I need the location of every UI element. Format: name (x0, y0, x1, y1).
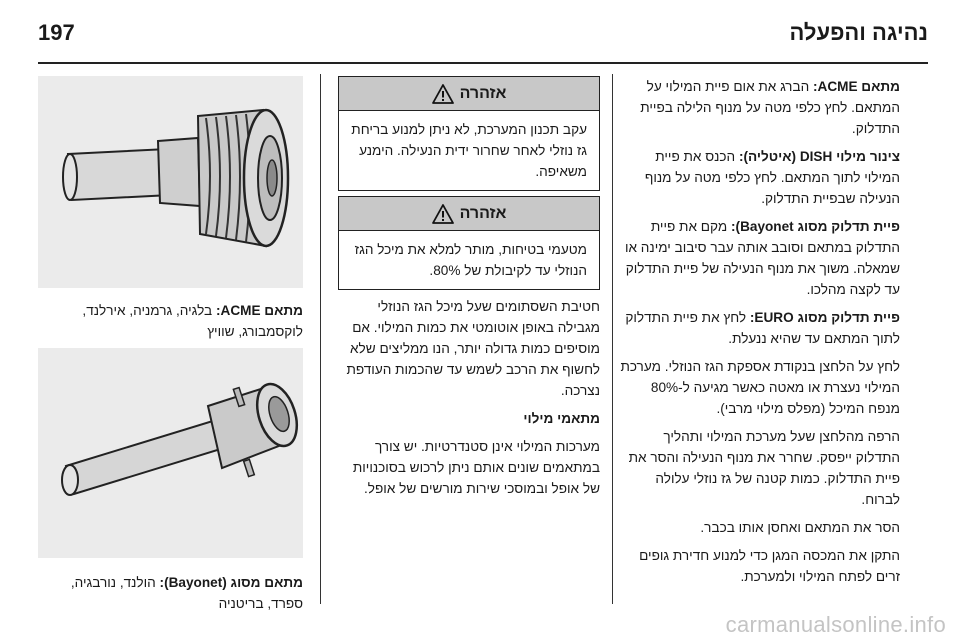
adapters-paragraph: מערכות המילוי אינן סטנדרטיות. יש צורך במתאמים שונים אותם ניתן לרכוש בסוכנויות של אופל ובמוסכי שירות מורשים של אופל. (352, 439, 600, 496)
warning-header (339, 197, 599, 231)
instruction-release: הרפה מהלחצן שעל מערכת המילוי ותהליך התדלוק ייפסק. שחרר את מנוף הנעילה והסר את פיית התדלוק. כמות קטנה של גז נוזלי עלולה לברוח. (628, 429, 900, 507)
instruction-text: מקם את פיית התדלוק במתאם וסובב אותה עבר סיבוב ימינה או שמאלה. משוך את מנוף הנעילה של פיית התדלוק עד לקצה מהלכו. (624, 219, 900, 297)
warning-title: אזהרה (459, 204, 507, 222)
warning-triangle-icon (432, 84, 454, 104)
watermark: carmanualsonline.info (725, 612, 946, 637)
acme-adapter-image (38, 76, 303, 288)
instruction-text: הכנס את פיית המילוי לתוך המתאם. לחץ כלפי מטה על מנוף הנעילה שבפיית התדלוק. (644, 149, 900, 206)
instruction-acme (620, 76, 900, 139)
caption-heading: מתאם מסוג (Bayonet): (159, 575, 303, 590)
column-divider-right (612, 74, 613, 604)
acme-caption (38, 300, 303, 342)
warning-triangle-icon (432, 204, 454, 224)
instruction-remove-adapter: הסר את המתאם ואחסן אותו בכבר. (700, 520, 900, 535)
header-rule (38, 62, 928, 64)
caption-text: הולנד, נורבגיה, ספרד, בריטניה (70, 575, 303, 611)
warning-box-2 (338, 196, 600, 290)
acme-adapter-illustration (38, 76, 303, 288)
instruction-bayonet (620, 216, 900, 300)
instruction-dish (620, 146, 900, 209)
instruction-heading: צינור מילוי DISH (איטליה): (738, 149, 900, 164)
instruction-press-button: לחץ על הלחצן בנקודת אספקת הגז הנוזלי. מערכת המילוי נעצרת או מאטה כאשר מגיעה ל-80% מנפח המיכל (מפלס מילוי מרבי). (620, 359, 900, 416)
subheading-adapters (338, 408, 600, 429)
instruction-text: לחץ את פיית התדלוק לתוך המתאם עד שהיא ננעלת. (625, 310, 900, 346)
page-number: 197 (38, 20, 75, 45)
warning-text: עקב תכנון המערכת, לא ניתן למנוע בריחת גז נוזלי לאחר שחרור ידית הנעילה. הימנע משאיפה. (351, 122, 587, 179)
caption-text: בלגיה, גרמניה, אירלנד, לוקסמבורג, שוויץ (82, 303, 303, 339)
right-column (620, 76, 900, 594)
instruction-install-cap: התקן את המכסה המגן כדי למנוע חדירת גופים זרים לפתח המילוי ולמערכת. (639, 548, 900, 584)
warning-text: מטעמי בטיחות, מותר למלא את מיכל הגז הנוזלי עד לקיבולת של 80%. (354, 242, 587, 278)
valve-paragraph: חטיבת השסתומים שעל מיכל הגז הנוזלי מגבילה באופן אוטומטי את כמות המילוי. אם מוסיפים כמות גדולה יותר, הנו ממליצים שלא לחשוף את הרכב לשמש עד שהכמות העודפת נצרכה. (346, 299, 600, 398)
middle-column (338, 296, 600, 506)
warning-title: אזהרה (459, 84, 507, 102)
caption-heading: מתאם ACME: (215, 303, 303, 318)
instruction-heading: מתאם ACME: (812, 79, 900, 94)
bayonet-caption (38, 572, 303, 614)
instruction-heading: פיית תדלוק מסוג EURO: (749, 310, 900, 325)
instruction-heading: פיית תדלוק מסוג Bayonet): (731, 219, 900, 234)
warning-box-1 (338, 76, 600, 191)
subheading-text: מתאמי מילוי (523, 411, 600, 426)
section-title: נהיגה והפעלה (789, 20, 928, 45)
instruction-euro (620, 307, 900, 349)
column-divider-left (320, 74, 321, 604)
bayonet-adapter-illustration (38, 348, 303, 558)
warning-header (339, 77, 599, 111)
bayonet-adapter-image (38, 348, 303, 558)
instruction-text: הברג את אום פיית המילוי על המתאם. לחץ כלפי מטה על מנוף הלילה בפיית התדלוק. (640, 79, 900, 136)
page-header (38, 14, 928, 54)
